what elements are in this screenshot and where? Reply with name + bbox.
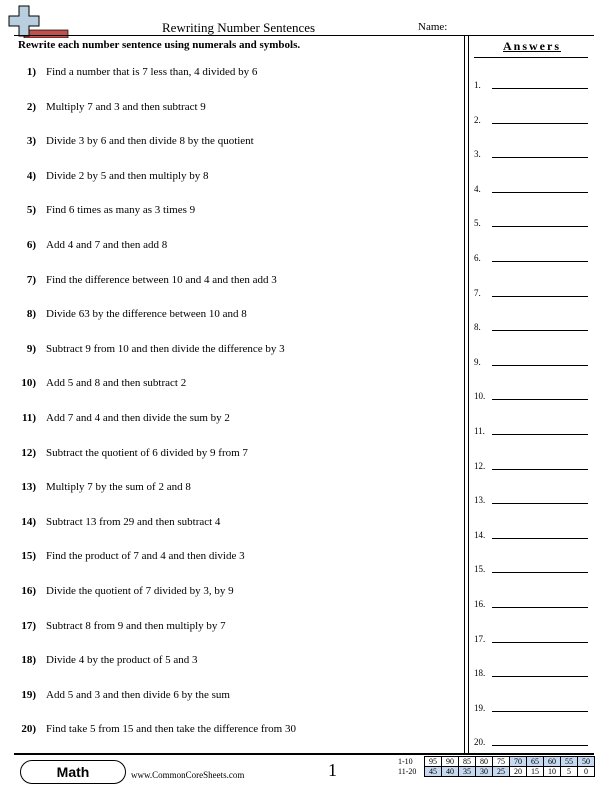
question-text: Add 4 and 7 and then add 8: [46, 239, 168, 251]
question-number: 3): [26, 135, 36, 148]
answer-line[interactable]: [474, 391, 594, 405]
question-number: 5): [26, 204, 36, 217]
question-item: [18, 204, 458, 220]
score-cell: 55: [561, 757, 578, 767]
page-title: Rewriting Number Sentences: [162, 20, 316, 35]
question-item: [18, 689, 458, 705]
answer-line[interactable]: [474, 149, 594, 163]
question-number: 15): [21, 550, 36, 563]
answer-line[interactable]: [474, 634, 594, 648]
question-number: 1): [26, 66, 36, 78]
score-table: [398, 756, 595, 777]
answer-number: 10.: [474, 391, 486, 402]
answer-line[interactable]: [474, 80, 594, 94]
answer-blank[interactable]: [492, 226, 588, 227]
score-cell: 80: [476, 757, 493, 767]
answer-column-divider-inner: [468, 35, 469, 753]
question-text: Find the difference between 10 and 4 and then add 3: [46, 273, 277, 286]
answer-blank[interactable]: [492, 296, 588, 297]
question-text: Add 7 and 4 and then divide the sum by 2: [46, 412, 230, 424]
answer-blank[interactable]: [492, 192, 588, 193]
score-cell: 40: [442, 767, 459, 777]
score-cell: 20: [510, 767, 527, 777]
question-number: 16): [21, 585, 36, 597]
answer-line[interactable]: [474, 703, 594, 717]
answer-line[interactable]: [474, 426, 594, 440]
question-item: [18, 481, 458, 497]
answer-line[interactable]: [474, 357, 594, 371]
question-text: Add 5 and 3 and then divide 6 by the sum: [46, 688, 230, 701]
answer-line[interactable]: [474, 461, 594, 475]
question-item: [18, 101, 458, 117]
answer-number: 2.: [474, 114, 481, 125]
answer-blank[interactable]: [492, 88, 588, 89]
question-text: Find a number that is 7 less than, 4 divided by 6: [46, 66, 258, 78]
answer-number: 11.: [474, 426, 485, 436]
answer-blank[interactable]: [492, 745, 588, 746]
question-item: [18, 239, 458, 255]
question-item: [18, 516, 458, 532]
question-item: [18, 135, 458, 151]
answer-blank[interactable]: [492, 572, 588, 573]
question-text: Find 6 times as many as 3 times 9: [46, 204, 196, 217]
question-text: Subtract 8 from 9 and then multiply by 7: [46, 619, 226, 632]
answer-number: 13.: [474, 495, 486, 506]
answer-blank[interactable]: [492, 676, 588, 677]
question-item: [18, 412, 458, 428]
answer-number: 3.: [474, 149, 481, 160]
plus-logo-icon: [5, 4, 69, 38]
score-cell: 75: [493, 757, 510, 767]
answer-number: 9.: [474, 356, 481, 367]
answer-line[interactable]: [474, 564, 594, 578]
answer-number: 7.: [474, 287, 481, 298]
score-cell: 50: [578, 757, 595, 767]
answer-blank[interactable]: [492, 538, 588, 539]
instructions: Rewrite each number sentence using numerals and symbols.: [18, 39, 301, 51]
score-range-label: 1-10: [398, 757, 413, 766]
answer-line[interactable]: [474, 668, 594, 682]
answer-number: 12.: [474, 460, 486, 471]
question-number: 19): [21, 688, 36, 701]
question-number: 17): [21, 619, 36, 632]
score-cell: 60: [544, 757, 561, 767]
answer-line[interactable]: [474, 288, 594, 302]
question-text: Divide 2 by 5 and then multiply by 8: [46, 169, 209, 182]
score-cell: 25: [493, 767, 510, 777]
question-number: 20): [21, 723, 36, 736]
question-item: [18, 654, 458, 670]
answer-blank[interactable]: [492, 365, 588, 366]
name-label: Name:: [418, 21, 448, 33]
score-cell: 0: [578, 767, 595, 777]
question-number: 6): [26, 239, 36, 251]
answer-blank[interactable]: [492, 399, 588, 400]
answer-line[interactable]: [474, 599, 594, 613]
score-cell: 45: [425, 767, 442, 777]
score-cell: 15: [527, 767, 544, 777]
answer-number: 6.: [474, 253, 481, 263]
question-number: 9): [26, 342, 36, 355]
question-item: [18, 723, 458, 739]
question-text: Multiply 7 by the sum of 2 and 8: [46, 481, 191, 494]
site-url: www.CommonCoreSheets.com: [131, 770, 245, 780]
answer-line[interactable]: [474, 495, 594, 509]
question-text: Subtract 13 from 29 and then subtract 4: [46, 515, 221, 528]
question-text: Subtract the quotient of 6 divided by 9 from 7: [46, 446, 248, 459]
question-item: [18, 447, 458, 463]
score-cell: 70: [510, 757, 527, 767]
question-text: Divide the quotient of 7 divided by 3, by 9: [46, 585, 234, 597]
question-text: Multiply 7 and 3 and then subtract 9: [46, 100, 206, 113]
question-number: 12): [21, 446, 36, 459]
answer-blank[interactable]: [492, 503, 588, 504]
answer-blank[interactable]: [492, 642, 588, 643]
question-number: 4): [26, 169, 36, 182]
answer-number: 16.: [474, 599, 486, 609]
question-text: Subtract 9 from 10 and then divide the difference by 3: [46, 342, 285, 355]
score-range-label: 11-20: [398, 767, 417, 776]
answer-line[interactable]: [474, 530, 594, 544]
header-divider: [14, 35, 594, 36]
answer-number: 14.: [474, 529, 486, 540]
answer-blank[interactable]: [492, 607, 588, 608]
score-cell: 10: [544, 767, 561, 777]
answer-number: 18.: [474, 668, 486, 679]
question-number: 14): [21, 515, 36, 528]
answer-line[interactable]: [474, 115, 594, 129]
answer-number: 4.: [474, 183, 481, 194]
answer-blank[interactable]: [492, 434, 588, 435]
score-cell: 35: [459, 767, 476, 777]
answer-blank[interactable]: [492, 711, 588, 712]
score-cell: 90: [442, 757, 459, 767]
answer-number: 20.: [474, 737, 486, 748]
answer-number: 8.: [474, 322, 481, 333]
question-item: [18, 620, 458, 636]
question-item: [18, 550, 458, 566]
question-number: 13): [21, 481, 36, 494]
question-text: Find the product of 7 and 4 and then divide 3: [46, 550, 245, 563]
question-number: 18): [21, 654, 36, 667]
question-text: Divide 4 by the product of 5 and 3: [46, 654, 198, 667]
answer-number: 5.: [474, 218, 481, 229]
question-item: [18, 343, 458, 359]
answer-line[interactable]: [474, 218, 594, 232]
page-number: 1: [328, 760, 337, 780]
question-text: Find take 5 from 15 and then take the difference from 30: [46, 723, 296, 736]
score-cell: 85: [459, 757, 476, 767]
answer-line[interactable]: [474, 737, 594, 751]
question-item: [18, 66, 458, 82]
question-text: Add 5 and 8 and then subtract 2: [46, 377, 187, 390]
question-text: Divide 63 by the difference between 10 and 8: [46, 308, 247, 321]
math-brand-badge: Math: [20, 760, 126, 784]
question-number: 7): [26, 273, 36, 286]
answer-line[interactable]: [474, 184, 594, 198]
question-number: 8): [26, 308, 36, 321]
answer-number: 19.: [474, 702, 486, 713]
question-item: [18, 274, 458, 290]
score-row: [398, 757, 595, 767]
answer-number: 17.: [474, 633, 486, 644]
question-item: [18, 308, 458, 324]
answer-column-divider: [464, 35, 465, 753]
score-row: [398, 767, 595, 777]
answer-blank[interactable]: [492, 469, 588, 470]
question-item: [18, 170, 458, 186]
question-number: 10): [21, 377, 36, 390]
answers-heading: Answers: [503, 39, 561, 53]
score-cell: 65: [527, 757, 544, 767]
question-number: 2): [26, 100, 36, 113]
question-text: Divide 3 by 6 and then divide 8 by the quotient: [46, 135, 254, 148]
answer-blank[interactable]: [492, 330, 588, 331]
score-cell: 95: [425, 757, 442, 767]
answer-number: 15.: [474, 564, 486, 575]
score-cell: 5: [561, 767, 578, 777]
answer-blank[interactable]: [492, 261, 588, 262]
score-cell: 30: [476, 767, 493, 777]
question-item: [18, 377, 458, 393]
footer-divider: [14, 753, 594, 755]
answers-heading-rule: [474, 57, 588, 58]
answer-line[interactable]: [474, 253, 594, 267]
answer-line[interactable]: [474, 322, 594, 336]
answer-number: 1.: [474, 80, 481, 90]
answer-blank[interactable]: [492, 123, 588, 124]
question-item: [18, 585, 458, 601]
answer-blank[interactable]: [492, 157, 588, 158]
question-number: 11): [21, 412, 36, 424]
